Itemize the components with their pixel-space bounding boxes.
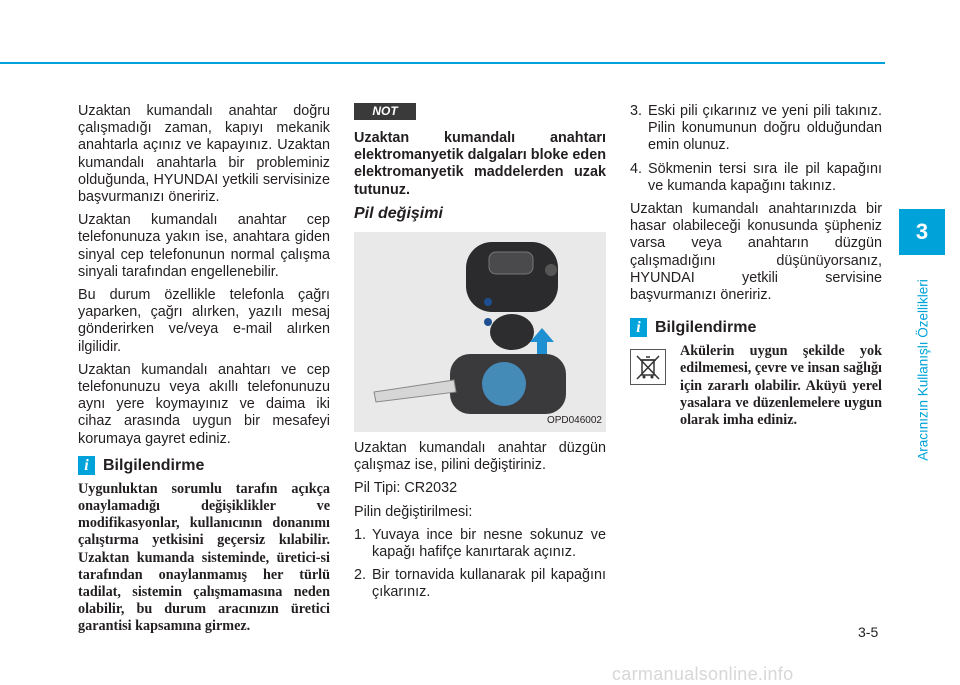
list-text: Eski pili çıkarınız ve yeni pili takınız. Pilin konumunun doğru olduğundan emin olunuz. xyxy=(648,103,882,154)
header-rule xyxy=(0,62,885,64)
info-icon: i xyxy=(630,318,647,337)
list-text: Bir tornavida kullanarak pil kapağını çıkarınız. xyxy=(372,567,606,601)
chapter-title xyxy=(915,280,931,460)
list-text: Yuvaya ince bir nesne sokunuz ve kapağı hafifçe kanırtarak açınız. xyxy=(372,526,606,561)
paragraph: Uzaktan kumandalı anahtarınızda bir hasar olabileceği konusunda şüpheniz varsa veya anahtarın düzgün çalışmadığını düşünüyorsanız, HYUNDAI yetkili servisine başvurmanızı öneririz. xyxy=(630,201,882,304)
key-battery-figure xyxy=(354,232,606,432)
battery-highlight xyxy=(482,362,526,406)
info-heading xyxy=(78,456,330,475)
mechanical-key-blade xyxy=(374,380,456,402)
list-item xyxy=(354,527,606,561)
info-title: Bilgilendirme xyxy=(655,319,757,337)
page-number: 3-5 xyxy=(858,624,879,640)
info-text: Uygunluktan sorumlu tarafın açıkça onaylamadığı değişiklikler ve modifikasyonlar, kullanıcının donanımı çalıştırma yetkisini geçersiz kılabilir. Uzaktan kumanda sisteminde, üretici-si tarafından onaylanmamış her türlü tadilat, sistemin çalışmamasına neden olabilir, bu durum aracınızın üretici garantisi kapsamına girmez. xyxy=(78,480,330,635)
screw-icon xyxy=(484,298,492,306)
list-number: 2. xyxy=(354,567,367,584)
note-text: Uzaktan kumandalı anahtarı elektromanyetik dalgaları bloke eden elektromanyetik maddelerden uzak tutunuz. xyxy=(354,130,606,198)
column-right xyxy=(630,103,882,429)
paragraph: Bu durum özellikle telefonla çağrı yaparken, çağrı alırken, yazılı mesaj gönderirken ve/veya e-mail alırken ilgilidir. xyxy=(78,287,330,355)
info-text: Akülerin uygun şekilde yok edilmemesi, çevre ve insan sağlığı için zararlı olabilir. Aküyü yerel yasalara ve düzenlemelere uygun olarak imha ediniz. xyxy=(680,343,882,429)
chapter-title-text: Aracınızın Kullanışlı Özellikleri xyxy=(915,279,931,461)
key-ring-hole xyxy=(545,264,557,276)
info-icon: i xyxy=(78,456,95,475)
list-number: 1. xyxy=(354,526,367,543)
screw-icon xyxy=(484,318,492,326)
paragraph: Uzaktan kumandalı anahtar düzgün çalışmaz ise, pilini değiştiriniz. xyxy=(354,440,606,474)
paragraph: Uzaktan kumandalı anahtarı ve cep telefonunuzu veya akıllı telefonunuzu aynı yere koymayınız ve daima iki cihaz arasında uygun bir mesafeyi korumaya gayret ediniz. xyxy=(78,361,330,447)
section-title: Pil değişimi xyxy=(354,204,443,222)
note-badge: NOT xyxy=(354,103,416,120)
figure-caption: OPD046002 xyxy=(546,414,602,426)
list-text: Sökmenin tersi sıra ile pil kapağını ve kumanda kapağını takınız. xyxy=(648,160,882,194)
info-title: Bilgilendirme xyxy=(103,456,205,474)
paragraph: Uzaktan kumandalı anahtar doğru çalışmadığı zaman, kapıyı mekanik anahtarla açınız ve kapayınız. Uzaktan kumandalı anahtarla bir probleminiz olduğunda, HYUNDAI yetkili servisinize başvurmanızı öneririz. xyxy=(78,103,330,206)
list-item xyxy=(630,103,882,155)
paragraph: Pilin değiştirilmesi: xyxy=(354,503,473,520)
info-heading xyxy=(630,318,882,337)
key-button xyxy=(489,252,533,274)
crossed-bin-icon xyxy=(630,349,666,385)
list-item xyxy=(354,567,606,601)
list-number: 4. xyxy=(630,160,643,177)
smart-key-illustration xyxy=(354,232,606,432)
disposal-note xyxy=(630,343,882,429)
paragraph: Pil Tipi: CR2032 xyxy=(354,480,458,497)
watermark: carmanualsonline.info xyxy=(612,664,794,684)
column-left xyxy=(78,103,330,636)
chapter-tab: 3 xyxy=(899,209,945,255)
list-item xyxy=(630,161,882,195)
paragraph: Uzaktan kumandalı anahtar cep telefonunuza yakın ise, anahtara giden sinyal cep telefonunun normal çalışma sinyali tarafından engellenebilir. xyxy=(78,212,330,280)
list-number: 3. xyxy=(630,103,643,119)
battery-cover xyxy=(490,314,534,350)
column-middle xyxy=(354,103,606,608)
